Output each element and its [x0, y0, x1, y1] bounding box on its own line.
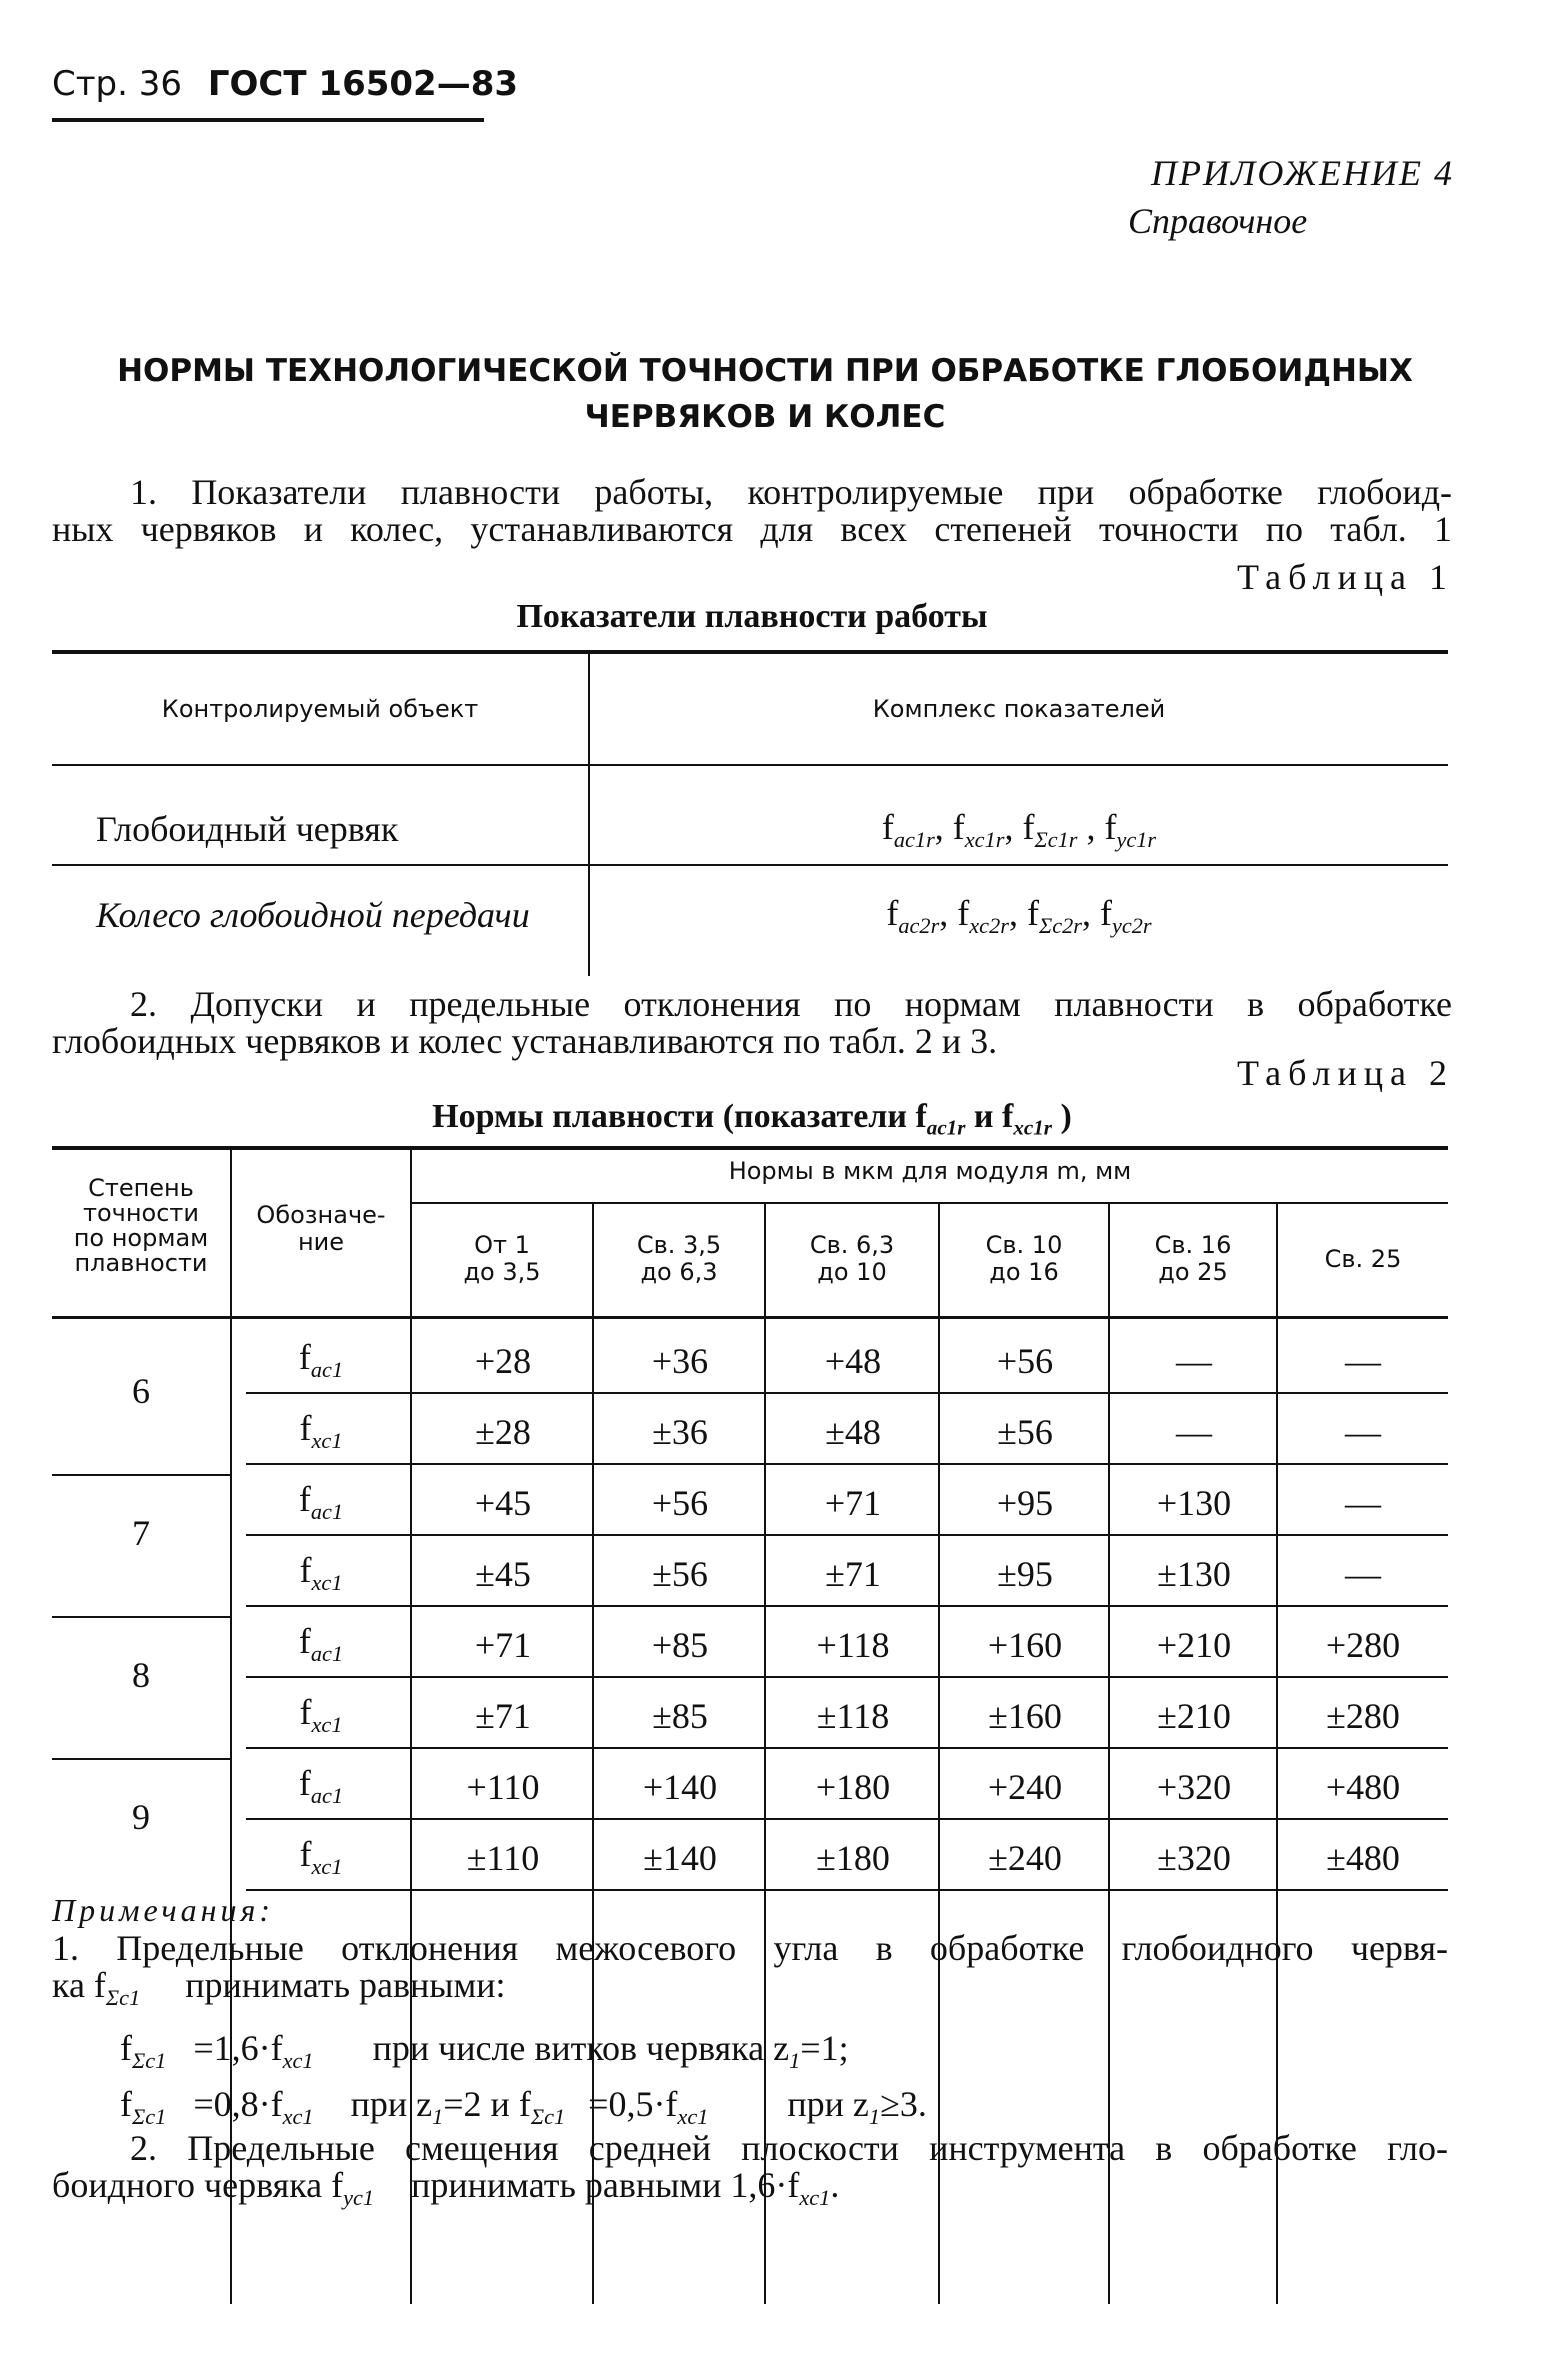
indicator-ac2r: $f_{ac2r}$,	[886, 893, 949, 938]
row-rule	[246, 1818, 1448, 1820]
degree-cell: 6	[132, 1371, 150, 1411]
paragraph-1-line2: ных червяков и колес, устанавливаются для всех степеней точности по табл. 1	[52, 509, 1452, 549]
table1-row1-indicators	[590, 806, 1448, 853]
document-title-line1: НОРМЫ ТЕХНОЛОГИЧЕСКОЙ ТОЧНОСТИ ПРИ ОБРАБОТКЕ ГЛОБОИДНЫХ	[117, 353, 1413, 389]
degree-cell: 8	[132, 1655, 150, 1695]
value-cell: —	[1345, 1554, 1381, 1594]
value-cell: +480	[1325, 1767, 1401, 1807]
module-header-5: Св. 16 до 25	[1154, 1231, 1232, 1286]
document-title	[40, 348, 1490, 440]
value-cell: ±180	[816, 1838, 890, 1878]
indicator-xc1r: $f_{xc1r}$,	[952, 807, 1014, 852]
value-cell: +48	[824, 1341, 882, 1381]
table2-header-group: Нормы в мкм для модуля m, мм	[728, 1157, 1132, 1185]
table2-header-designation: Обозначе- ние	[256, 1201, 386, 1256]
row-rule	[246, 1747, 1448, 1749]
note-2	[52, 2130, 1448, 2216]
table2-group-rule	[412, 1202, 1448, 1204]
degree-group-rule	[52, 1616, 232, 1618]
value-cell: ±28	[475, 1412, 531, 1452]
value-cell: ±71	[475, 1696, 531, 1736]
value-cell: +160	[987, 1625, 1063, 1665]
row-rule	[246, 1534, 1448, 1536]
indicator-sc2r: $f_{\Sigma c2r}$,	[1026, 893, 1091, 938]
value-cell: +71	[824, 1483, 882, 1523]
value-cell: +71	[474, 1625, 532, 1665]
value-cell: ±95	[997, 1554, 1053, 1594]
value-cell: +140	[642, 1767, 718, 1807]
row-rule	[246, 1889, 1448, 1891]
row-rule	[246, 1676, 1448, 1678]
table2-label: Таблица 2	[1237, 1053, 1454, 1093]
designation-cell: $f_{ac1}$	[298, 1337, 344, 1382]
table2-top-rule	[52, 1146, 1448, 1150]
designation-cell: $f_{ac1}$	[298, 1763, 344, 1808]
value-cell: ±280	[1326, 1696, 1400, 1736]
value-cell: ±56	[652, 1554, 708, 1594]
table1-header-rule	[52, 764, 1448, 766]
designation-cell: $f_{xc1}$	[299, 1550, 343, 1595]
table1-row-rule	[52, 864, 1448, 866]
value-cell: ±480	[1326, 1838, 1400, 1878]
table1-header-object: Контролируемый объект	[161, 695, 479, 723]
degree-cell: 9	[132, 1797, 150, 1837]
row-rule	[246, 1463, 1448, 1465]
designation-cell: $f_{xc1}$	[299, 1692, 343, 1737]
value-cell: +28	[474, 1341, 532, 1381]
indicator-ac1r: $f_{ac1r}$,	[881, 807, 944, 852]
table2-header-rule	[52, 1316, 1448, 1319]
value-cell: +36	[651, 1341, 709, 1381]
formula-2: $f_{\Sigma c1} =0,8\cdot f_{xc1}$ при $z_1=2$ и $f_{\Sigma c1} =0,5\cdot f_{xc1}$ при $z_1\ge 3$.	[120, 2084, 927, 2129]
module-header-4: Св. 10 до 16	[985, 1231, 1063, 1286]
value-cell: —	[1345, 1341, 1381, 1381]
value-cell: +45	[474, 1483, 532, 1523]
value-cell: +180	[815, 1767, 891, 1807]
value-cell: +85	[651, 1625, 709, 1665]
standard-number: ГОСТ 16502—83	[207, 64, 519, 104]
value-cell: ±71	[825, 1554, 881, 1594]
paragraph-1	[52, 474, 1452, 548]
value-cell: ±130	[1157, 1554, 1231, 1594]
indicator-yc2r: $f_{yc2r}$	[1099, 893, 1152, 938]
page-number: Стр. 36	[52, 64, 183, 104]
value-cell: ±110	[466, 1838, 540, 1878]
designation-cell: $f_{xc1}$	[299, 1408, 343, 1453]
degree-cell: 7	[132, 1513, 150, 1553]
module-header-1: От 1 до 3,5	[463, 1231, 541, 1286]
table1-caption: Показатели плавности работы	[516, 598, 988, 635]
value-cell: —	[1345, 1483, 1381, 1523]
appendix-title: ПРИЛОЖЕНИЕ 4	[1151, 153, 1454, 193]
value-cell: +95	[996, 1483, 1054, 1523]
value-cell: ±85	[652, 1696, 708, 1736]
indicator-yc1r: $f_{yc1r}$	[1104, 807, 1157, 852]
document-title-line2: ЧЕРВЯКОВ И КОЛЕС	[584, 399, 946, 435]
row-rule	[246, 1605, 1448, 1607]
value-cell: +320	[1156, 1767, 1232, 1807]
value-cell: +118	[816, 1625, 890, 1665]
value-cell: ±36	[652, 1412, 708, 1452]
value-cell: +210	[1156, 1625, 1232, 1665]
value-cell: ±320	[1157, 1838, 1231, 1878]
note-1-line1: 1. Предельные отклонения межосевого угла в обработке глобоидного червя-	[52, 1928, 1448, 1968]
formula-1: $f_{\Sigma c1} =1,6\cdot f_{xc1}$ при числе витков червяка $z_1=1$;	[120, 2028, 849, 2073]
header-rule	[52, 118, 484, 122]
paragraph-2-line1: 2. Допуски и предельные отклонения по нормам плавности в обработке	[130, 984, 1452, 1024]
paragraph-2	[52, 986, 1452, 1060]
value-cell: —	[1176, 1341, 1212, 1381]
table1-top-rule	[52, 650, 1448, 654]
table1-row2-indicators	[590, 892, 1448, 939]
paragraph-2-line2: глобоидных червяков и колес устанавливаются по табл. 2 и 3.	[52, 1021, 998, 1061]
value-cell: ±210	[1157, 1696, 1231, 1736]
value-cell: ±140	[643, 1838, 717, 1878]
degree-group-rule	[52, 1474, 232, 1476]
note-2-line2: боидного червяка $f_{yc1}$ принимать равными $1,6\cdot f_{xc1}$.	[52, 2165, 840, 2210]
value-cell: +110	[466, 1767, 540, 1807]
value-cell: +56	[996, 1341, 1054, 1381]
indicator-xc2r: $f_{xc2r}$,	[957, 893, 1018, 938]
note-1	[52, 1930, 1448, 2016]
value-cell: ±118	[816, 1696, 890, 1736]
table2-header-degree: Степень точности по нормам плавности	[73, 1174, 209, 1277]
table1-row2-object: Колесо глобоидной передачи	[96, 895, 530, 935]
designation-cell: $f_{ac1}$	[298, 1479, 344, 1524]
table1-row1-object: Глобоидный червяк	[96, 809, 399, 849]
row-rule	[246, 1392, 1448, 1394]
note-1-line2: ка $f_{\Sigma c1}$ принимать равными:	[52, 1965, 506, 2010]
value-cell: —	[1176, 1412, 1212, 1452]
value-cell: ±48	[825, 1412, 881, 1452]
value-cell: ±56	[997, 1412, 1053, 1452]
table1-label: Таблица 1	[1237, 557, 1454, 597]
value-cell: +280	[1325, 1625, 1401, 1665]
value-cell: +56	[651, 1483, 709, 1523]
designation-cell: $f_{xc1}$	[299, 1834, 343, 1879]
value-cell: +240	[987, 1767, 1063, 1807]
table1-header-indicators: Комплекс показателей	[872, 695, 1166, 723]
value-cell: —	[1345, 1412, 1381, 1452]
table2-caption: Нормы плавности (показатели $f_{ac1r}$ и $f_{xc1r}$ )	[432, 1098, 1072, 1140]
note-2-line1: 2. Предельные смещения средней плоскости инструмента в обработке гло-	[130, 2128, 1448, 2168]
module-header-2: Св. 3,5 до 6,3	[636, 1231, 722, 1286]
page-header	[52, 64, 518, 104]
value-cell: ±45	[475, 1554, 531, 1594]
paragraph-1-line1: 1. Показатели плавности работы, контролируемые при обработке глобоид-	[130, 472, 1452, 512]
appendix-subtitle: Справочное	[1128, 201, 1308, 241]
designation-cell: $f_{ac1}$	[298, 1621, 344, 1666]
notes-heading: Примечания:	[52, 1892, 274, 1928]
indicator-sc1r: $f_{\Sigma c1r}$ ,	[1022, 807, 1096, 852]
value-cell: ±240	[988, 1838, 1062, 1878]
value-cell: +130	[1156, 1483, 1232, 1523]
degree-group-rule	[52, 1758, 232, 1760]
module-header-6: Св. 25	[1324, 1245, 1402, 1273]
value-cell: ±160	[988, 1696, 1062, 1736]
module-header-3: Св. 6,3 до 10	[809, 1231, 895, 1286]
